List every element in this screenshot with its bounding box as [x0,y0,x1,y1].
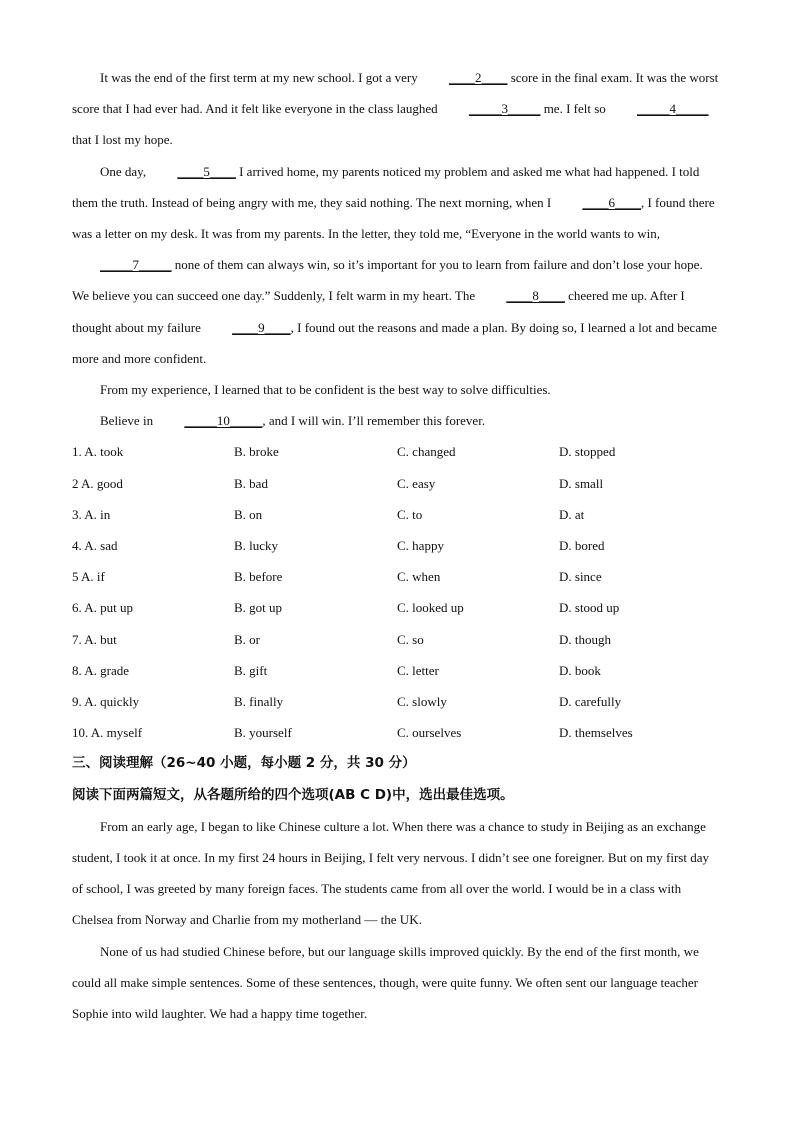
option-a: 1. A. took [72,444,124,460]
blank-7: _____7_____ [100,257,172,273]
blank-2: ____2____ [448,70,508,85]
option-b: B. broke [234,444,279,460]
text: One day, [100,163,150,179]
text: Believe in [100,413,157,429]
text: It was the end of the first term at my new school. I got a very [100,70,421,85]
option-c: C. easy [397,475,436,491]
option-row-3 [72,499,720,530]
option-c: C. ourselves [397,725,462,741]
option-c: C. to [397,506,423,522]
blank-8: ____8____ [506,288,565,304]
text: , and I will win. I’ll remember this forever. [262,413,486,429]
option-a: 5 A. if [72,569,105,585]
blank-4: _____4_____ [637,101,709,117]
option-a: 4. A. sad [72,538,118,553]
text: , I found out the reasons and made a plan. By doing so, I learned a lot and became more and more confident. [72,319,717,366]
text: score in the final exam. It was the worst score that I had ever had. And it felt like everyone in the class laughed [72,70,719,117]
answer-options [72,436,720,748]
section-instruction: 阅读下面两篇短文，从各题所给的四个选项(AB C D)中，选出最佳选项。 [72,786,514,803]
text: that I lost my hope. [72,132,173,148]
option-d: D. small [559,475,604,491]
option-c: C. changed [397,444,456,460]
option-row-4 [72,530,720,561]
text: me. I felt so [540,101,610,117]
option-c: C. looked up [397,600,464,616]
cloze-paragraph-2 [72,156,720,374]
cloze-paragraph-3: From my experience, I learned that to be confident is the best way to solve difficulties. [100,382,551,398]
option-d: D. carefully [559,693,622,709]
option-row-1 [72,436,720,467]
blank-10: _____10_____ [184,413,263,429]
option-row-10 [72,717,720,748]
option-a: 2 A. good [72,475,123,491]
reading-paragraph-1: From an early age, I began to like Chinese culture a lot. When there was a chance to study in Beijing as an exchange student, I took it at once. In my first 24 hours in Beijing, I felt very nervous. I didn’t see one foreigner. But on my first day of school, I was greeted by many foreign faces. The students came from all over the world. I would be in a class with Chelsea from Norway and Charlie from my motherland — the UK. [72,818,709,928]
reading-paragraph-2: None of us had studied Chinese before, but our language skills improved quickly. By the end of the first month, we could all make simple sentences. Some of these sentences, though, were quite funny. We often sent our language teacher Sophie into wild laughter. We had a happy time together. [72,943,699,1021]
option-a: 3. A. in [72,506,111,522]
option-row-9 [72,686,720,717]
option-row-8 [72,655,720,686]
text: cheered me up. After I thought about my failure [72,288,685,335]
option-b: B. lucky [234,538,279,553]
option-a: 7. A. but [72,631,117,647]
option-a: 9. A. quickly [72,693,140,709]
option-d: D. book [559,662,601,678]
blank-6: ____6____ [582,194,641,210]
option-c: C. so [397,631,424,647]
cloze-paragraph-4 [72,405,720,436]
text: none of them can always win, so it’s important for you to learn from failure and don’t lose your hope. We believe you can succeed one day.” Suddenly, I felt warm in my heart. The [72,257,703,304]
option-b: B. or [234,631,260,647]
text: I arrived home, my parents noticed my problem and asked me what had happened. I told them the truth. Instead of being angry with me, they said nothing. The next morning, when I [72,163,700,210]
option-c: C. happy [397,538,444,553]
blank-9: ____9____ [232,319,291,335]
option-b: B. gift [234,662,268,678]
option-d: D. though [559,631,611,647]
option-b: B. on [234,506,263,522]
text: , I found there was a letter on my desk. It was from my parents. In the letter, they told me, “Everyone in the world wants to win, [72,194,715,242]
option-b: B. yourself [234,725,292,741]
option-row-2 [72,468,720,499]
option-b: B. bad [234,475,268,491]
blank-5: ____5____ [177,163,236,179]
option-a: 10. A. myself [72,725,143,741]
option-c: C. slowly [397,693,447,709]
option-d: D. at [559,506,585,522]
option-d: D. bored [559,538,605,553]
option-a: 6. A. put up [72,600,134,616]
option-d: D. stopped [559,444,616,460]
option-c: C. letter [397,662,439,678]
cloze-paragraph-1 [72,62,720,156]
option-row-6 [72,592,720,623]
option-c: C. when [397,569,441,585]
option-d: D. themselves [559,725,633,741]
section-heading: 三、阅读理解（26~40 小题，每小题 2 分，共 30 分） [72,755,416,772]
option-row-5 [72,561,720,592]
option-b: B. finally [234,693,284,709]
document-content [72,62,720,1029]
blank-3: _____3_____ [468,101,541,117]
option-d: D. since [559,569,602,585]
option-b: B. before [234,569,283,585]
option-row-7 [72,624,720,655]
option-b: B. got up [234,600,283,616]
option-a: 8. A. grade [72,662,130,678]
option-d: D. stood up [559,600,620,616]
